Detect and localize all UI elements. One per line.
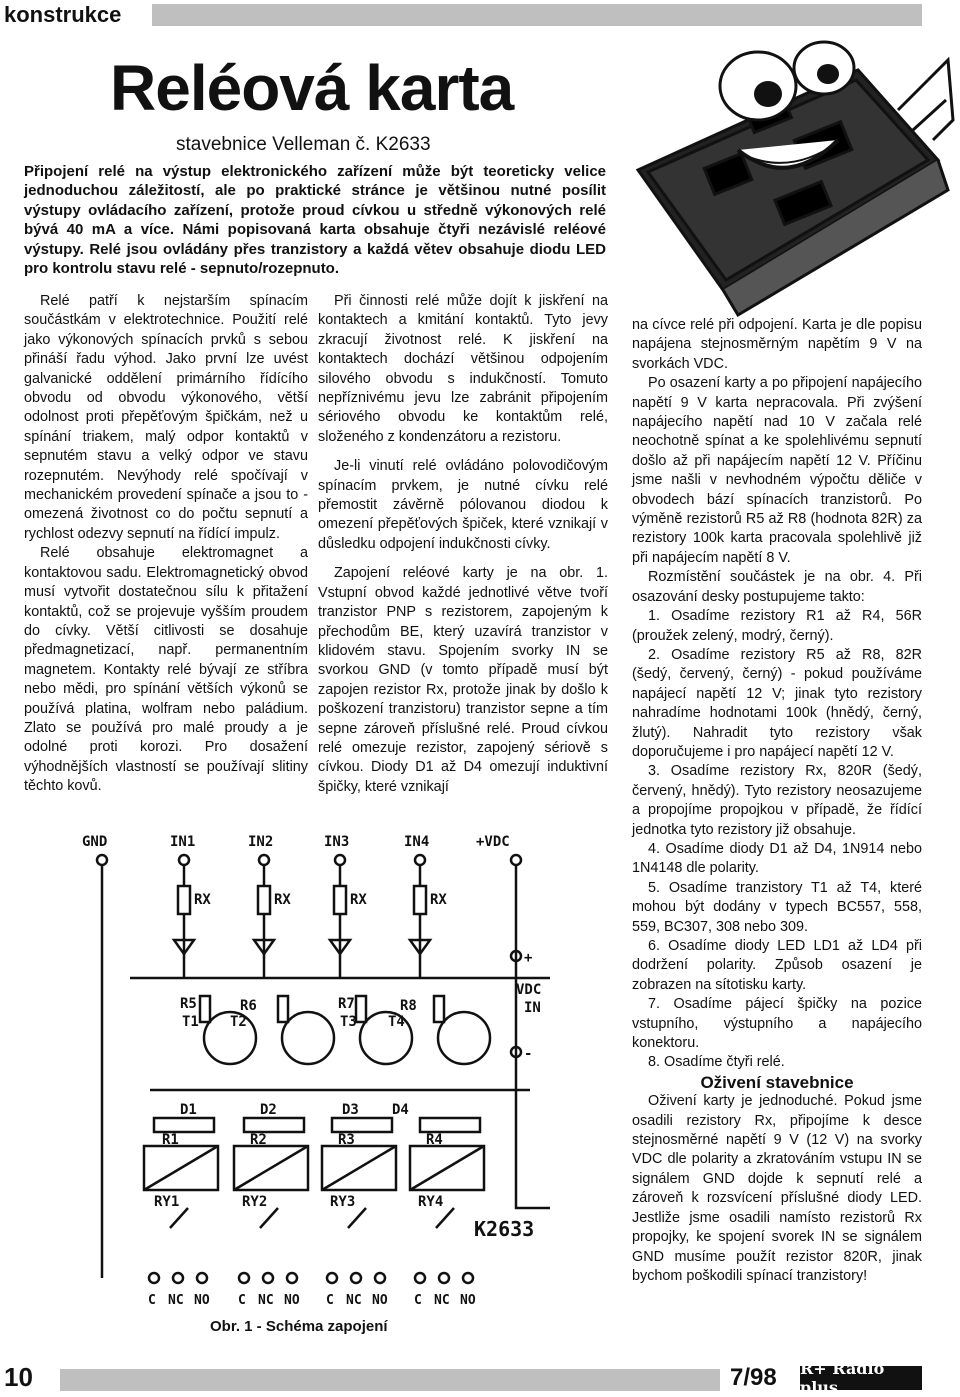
header-rule <box>152 4 922 26</box>
list-item: 6. Osadíme diody LED LD1 až LD4 při dodržení polarity. Způsob osazení je zobrazen na sítotisku karty. <box>632 938 922 993</box>
list-item: 2. Osadíme rezistory R5 až R8, 82R (šedý, červený, černý) - pokud používáme napájecí napětí 12 V; jinak tyto rezistory nahradíme hodnotami 100k (hnědý, černý, žlutý). Nahradit tyto rezistory však doporučujeme i pro napájecí napětí 12 V. <box>632 646 922 760</box>
resistor-label: R8 <box>400 998 417 1014</box>
relay-label: RY3 <box>330 1194 356 1210</box>
contact-label: NO <box>194 1293 210 1308</box>
vdc-plus-label: + <box>524 950 533 966</box>
relay-label: RY4 <box>418 1194 444 1210</box>
list-item: 1. Osadíme rezistory R1 až R4, 56R (proužek zelený, modrý, černý). <box>632 608 922 644</box>
resistor-label: R1 <box>162 1132 179 1148</box>
issue-number: 7/98 <box>730 1364 777 1391</box>
diode-label: D2 <box>260 1102 277 1118</box>
diode-label: D3 <box>342 1102 359 1118</box>
relay-label: RY1 <box>154 1194 180 1210</box>
paragraph: Po osazení karty a po připojení napájecího napětí 9 V karta nepracovala. Při zvýšení napájecího napětí nad 10 V začala relé neochotně spínat a ke spolehlivému sepnutí došlo až při napájecím napětí 12 V. Příčinu jsme našli v nevhodném výpočtu děliče v obvodech bází spínacích tranzistorů. Po výměně rezistorů R5 až R8 (hodnota 82R) za rezistory 100k karta pracovala spolehlivě již při napájecím napětí 8 V. <box>632 375 922 566</box>
article-lead: Připojení relé na výstup elektronického zařízení může být teoreticky velice jednoduchou záležitostí, ale po praktické stránce je většinou nutné posílit výstupy ovládacího zařízení, protože proud cívkou u středně výkonových relé bývá 40 mA a více. Námi popisovaná karta obsahuje čtyři nezávislé reléové výstupy. Relé jsou ovládány přes tranzistory a každá větev obsahuje diodu LED pro kontrolu stavu relé - sepnuto/rozepnuto. <box>24 163 606 278</box>
paragraph: Relé patří k nejstarším spínacím součástkám v elektrotechnice. Použití relé jako výkonových spínacích prvků s sebou přináší řadu výhod. Jako první lze uvést galvanické oddělení primárního řídícího obvodu od obvodu výkonového, větší odolnost proti přepěťovým špičkám, než u spínání triakem, malý odpor kontaktů v sepnutém stavu a velký odpor ve stavu rozepnutém. Nevýhody relé spočívají v mechanickém provedení spínače a jsou to - omezená životnost co do počtu sepnutí a rychlost odezvy sepnutí na řídící impulz. <box>24 293 308 542</box>
transistor-label: T1 <box>182 1014 199 1030</box>
contact-label: NC <box>258 1293 274 1308</box>
contact-label: NC <box>346 1293 362 1308</box>
contact-label: C <box>238 1293 246 1308</box>
paragraph: Zapojení reléové karty je na obr. 1. Vstupní obvod každé jednotlivé větve tvoří tranzistor PNP s rezistorem, zapojeným k přechodům BE, který uzavírá tranzistor v klidovém stavu. Spojením svorky IN se svorkou GND (v tomto případě musí být zapojen rezistor Rx, protože jinak by došlo k poškození tranzistoru) tranzistor sepne a tím sepne zároveň příslušné relé. Proud cívkou relé omezuje rezistor, zapojený sériově s cívkou. Diody D1 až D4 omezují induktivní špičky, které vznikají <box>318 565 608 795</box>
relay-label: RY2 <box>242 1194 268 1210</box>
paragraph: Rozmístění součástek je na obr. 4. Při osazování desky postupujeme takto: <box>632 569 922 605</box>
list-item: 5. Osadíme tranzistory T1 až T4, které mohou být dodány v typech BC557, 558, 559, BC307, 308 nebo 309. <box>632 879 922 935</box>
transistor-label: T3 <box>340 1014 357 1030</box>
list-item: 7. Osadíme pájecí špičky na pozice vstupního, výstupního a napájecího konektoru. <box>632 996 922 1052</box>
paragraph: na cívce relé při odpojení. Karta je dle popisu napájena stejnosměrným napětím 9 V na svorkách VDC. <box>632 317 922 372</box>
vdc-label: IN <box>524 1000 541 1016</box>
terminal-label: GND <box>82 834 108 850</box>
paragraph: Při činnosti relé může dojít k jiskření na kontaktech a kmitání kontaktů. Tyto jevy zkracují životnost relé. K jiskření na kontaktech dochází většinou odpojením silového obvodu s indukčností. Tomuto nepříznivému jevu lze zabránit připojením sériového obvodu ke kontaktům relé, složeného z kondenzátoru a rezistoru. <box>318 293 608 445</box>
resistor-label: R5 <box>180 996 197 1012</box>
resistor-label: R7 <box>338 996 355 1012</box>
list-item: 4. Osadíme diody D1 až D4, 1N914 nebo 1N4148 dle polarity. <box>632 840 922 877</box>
article-title: Reléová karta <box>110 52 514 124</box>
contact-label: C <box>326 1293 334 1308</box>
terminal-label: IN3 <box>324 834 350 850</box>
rx-label: RX <box>274 892 291 908</box>
page-header <box>0 0 960 32</box>
text-column-1 <box>24 292 308 797</box>
paragraph: Oživení karty je jednoduché. Pokud jsme osadili rezistory Rx, připojíme k desce stejnosměrné napětí 9 V (12 V) na svorky VDC dle polarity a zkratováním vstupu IN se signálem GND dojde k sepnutí relé a zároveň k rozsvícení příslušné diody LED. Jestliže jsme osadili namísto rezistorů Rx propojky, ke spojení svorek IN se signálem GND musíme použít rezistor 820R, jinak bychom poškodili spínací tranzistory! <box>632 1093 922 1284</box>
paragraph: Je-li vinutí relé ovládáno polovodičovým spínacím prvkem, je nutné cívku relé přemostit závěrně pólovanou diodou k omezení přepěťových špiček, které vznikají v důsledku odpojení indukčnosti cívky. <box>318 458 608 552</box>
relay-card-cartoon-illustration <box>628 40 958 322</box>
terminal-label: IN4 <box>404 834 430 850</box>
article-subtitle: stavebnice Velleman č. K2633 <box>176 134 431 155</box>
contact-label: NO <box>372 1293 388 1308</box>
section-label: konstrukce <box>4 2 122 27</box>
contact-label: NC <box>168 1293 184 1308</box>
vdc-minus-label: - <box>524 1046 533 1062</box>
figure-caption: Obr. 1 - Schéma zapojení <box>210 1318 388 1335</box>
text-column-3 <box>632 316 922 1286</box>
paragraph: Relé obsahuje elektromagnet a kontaktovou sadu. Elektromagnetický obvod musí vytvořit dostatečnou sílu k přitažení kontaktů, což se projevuje vyšším proudem do cívky. Větší citlivosti se dosahuje předmagnetizací, např. permanentním magnetem. Kontakty relé bývají ze stříbra nebo mědi, pro spínání větších výkonů se používá platina, wolfram nebo paládium. Zlato se používá pro malé proudy a je odolné proti korozi. Pro dosažení výhodnějších vlastností se používají slitiny těchto kovů. <box>24 545 308 795</box>
terminal-label: IN2 <box>248 834 274 850</box>
section-heading: Oživení stavebnice <box>700 1072 854 1092</box>
contact-label: NO <box>460 1293 476 1308</box>
contact-label: C <box>414 1293 422 1308</box>
resistor-label: R2 <box>250 1132 267 1148</box>
transistor-label: T4 <box>388 1014 405 1030</box>
rx-label: RX <box>430 892 447 908</box>
resistor-label: R3 <box>338 1132 355 1148</box>
kit-label: K2633 <box>474 1217 535 1241</box>
rx-label: RX <box>350 892 367 908</box>
terminal-label: IN1 <box>170 834 196 850</box>
page-number: 10 <box>4 1362 33 1392</box>
rx-label: RX <box>194 892 211 908</box>
list-item: 8. Osadíme čtyři relé. <box>648 1054 785 1071</box>
circuit-schematic <box>70 828 610 1310</box>
resistor-label: R4 <box>426 1132 443 1148</box>
footer-rule <box>60 1369 720 1391</box>
vdc-label: VDC <box>516 982 542 998</box>
diode-label: D1 <box>180 1102 197 1118</box>
contact-label: NO <box>284 1293 300 1308</box>
list-item: 3. Osadíme rezistory Rx, 820R (šedý, červený, hnědý). Tyto rezistory neosazujeme a propojíme propojkou v případě, že řídící jednotka tyto rezistory již obsahuje. <box>632 763 922 838</box>
text-column-2 <box>318 292 608 797</box>
resistor-label: R6 <box>240 998 257 1014</box>
contact-label: C <box>148 1293 156 1308</box>
terminal-label: +VDC <box>476 834 510 850</box>
magazine-logo: R+ Rádio plus <box>800 1366 922 1390</box>
transistor-label: T2 <box>230 1014 247 1030</box>
diode-label: D4 <box>392 1102 409 1118</box>
contact-label: NC <box>434 1293 450 1308</box>
